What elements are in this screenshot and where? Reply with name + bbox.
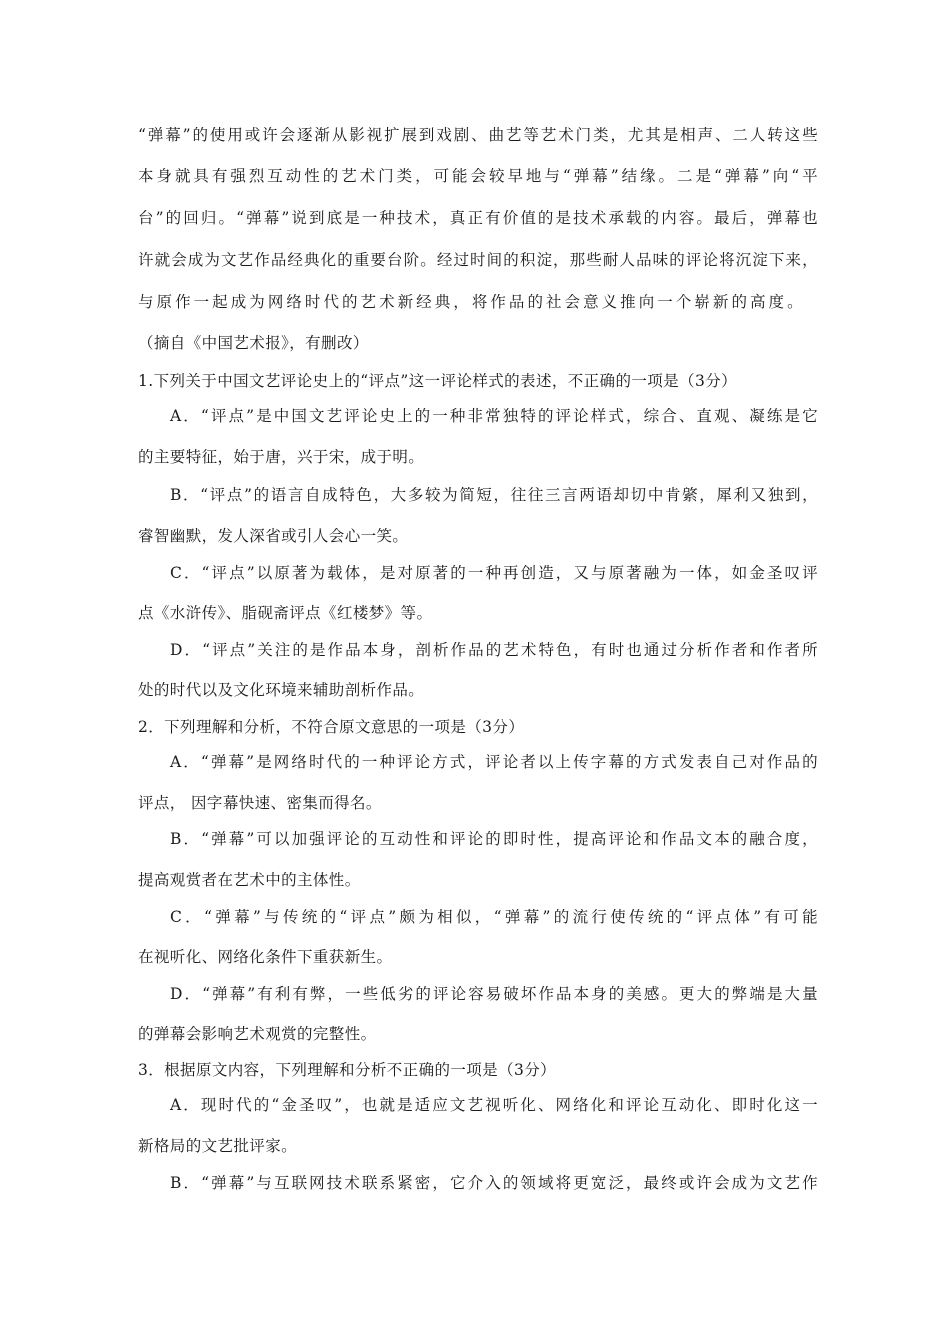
text-line: 本身就具有强烈互动性的艺术门类，可能会较早地与“弹幕”结缘。二是“弹幕”向“平	[138, 167, 818, 185]
text-line: 与原作一起成为网络时代的艺术新经典，将作品的社会意义推向一个崭新的高度。	[138, 293, 803, 311]
option-b: B．“弹幕”与互联网技术联系紧密，它介入的领域将更宽泛，最终或许会成为文艺作	[170, 1174, 818, 1192]
question-1: 1.下列关于中国文艺评论史上的“评点”这一评论样式的表述，不正确的一项是（3分）	[138, 372, 738, 390]
option-d: D．“评点”关注的是作品本身，剖析作品的艺术特色，有时也通过分析作者和作者所	[170, 641, 818, 659]
option-d: D．“弹幕”有利有弊，一些低劣的评论容易破坏作品本身的美感。更大的弊端是大量	[170, 985, 818, 1003]
option-b: B．“评点”的语言自成特色，大多较为简短，往往三言两语却切中肯綮，犀利又独到，	[170, 486, 818, 504]
text-line: 评点， 因字幕快速、密集而得名。	[138, 794, 382, 812]
option-c: C．“弹幕”与传统的“评点”颇为相似，“弹幕”的流行使传统的“评点体”有可能	[170, 908, 818, 926]
text-line: 睿智幽默，发人深省或引人会心一笑。	[138, 527, 409, 545]
text-line: 的主要特征，始于唐，兴于宋，成于明。	[138, 448, 425, 466]
source-note: （摘自《中国艺术报》，有删改）	[138, 334, 369, 352]
option-a: A．“评点”是中国文艺评论史上的一种非常独特的评论样式，综合、直观、凝练是它	[170, 407, 818, 425]
option-b: B．“弹幕”可以加强评论的互动性和评论的即时性，提高评论和作品文本的融合度，	[170, 830, 818, 848]
text-line: “弹幕”的使用或许会逐渐从影视扩展到戏剧、曲艺等艺术门类，尤其是相声、二人转这些	[138, 126, 818, 144]
text-line: 台”的回归。“弹幕”说到底是一种技术，真正有价值的是技术承载的内容。最后，弹幕也	[138, 209, 818, 227]
option-a: A．现时代的“金圣叹”，也就是适应文艺视听化、网络化和评论互动化、即时化这一	[170, 1096, 818, 1114]
text-line: 在视听化、网络化条件下重获新生。	[138, 948, 393, 966]
text-line: 新格局的文艺批评家。	[138, 1137, 298, 1155]
question-3: 3．根据原文内容，下列理解和分析不正确的一项是（3分）	[138, 1061, 557, 1079]
text-line: 的弹幕会影响艺术观赏的完整性。	[138, 1025, 377, 1043]
text-line: 提高观赏者在艺术中的主体性。	[138, 871, 361, 889]
text-line: 点《水浒传》、脂砚斋评点《红楼梦》等。	[138, 604, 433, 622]
question-2: 2．下列理解和分析，不符合原文意思的一项是（3分）	[138, 718, 525, 736]
text-line: 处的时代以及文化环境来辅助剖析作品。	[138, 681, 425, 699]
text-line: 许就会成为文艺作品经典化的重要台阶。经过时间的积淀，那些耐人品味的评论将沉淀下来，	[138, 251, 818, 269]
option-a: A．“弹幕”是网络时代的一种评论方式，评论者以上传字幕的方式发表自己对作品的	[170, 753, 818, 771]
option-c: C．“评点”以原著为载体，是对原著的一种再创造，又与原著融为一体，如金圣叹评	[170, 564, 818, 582]
